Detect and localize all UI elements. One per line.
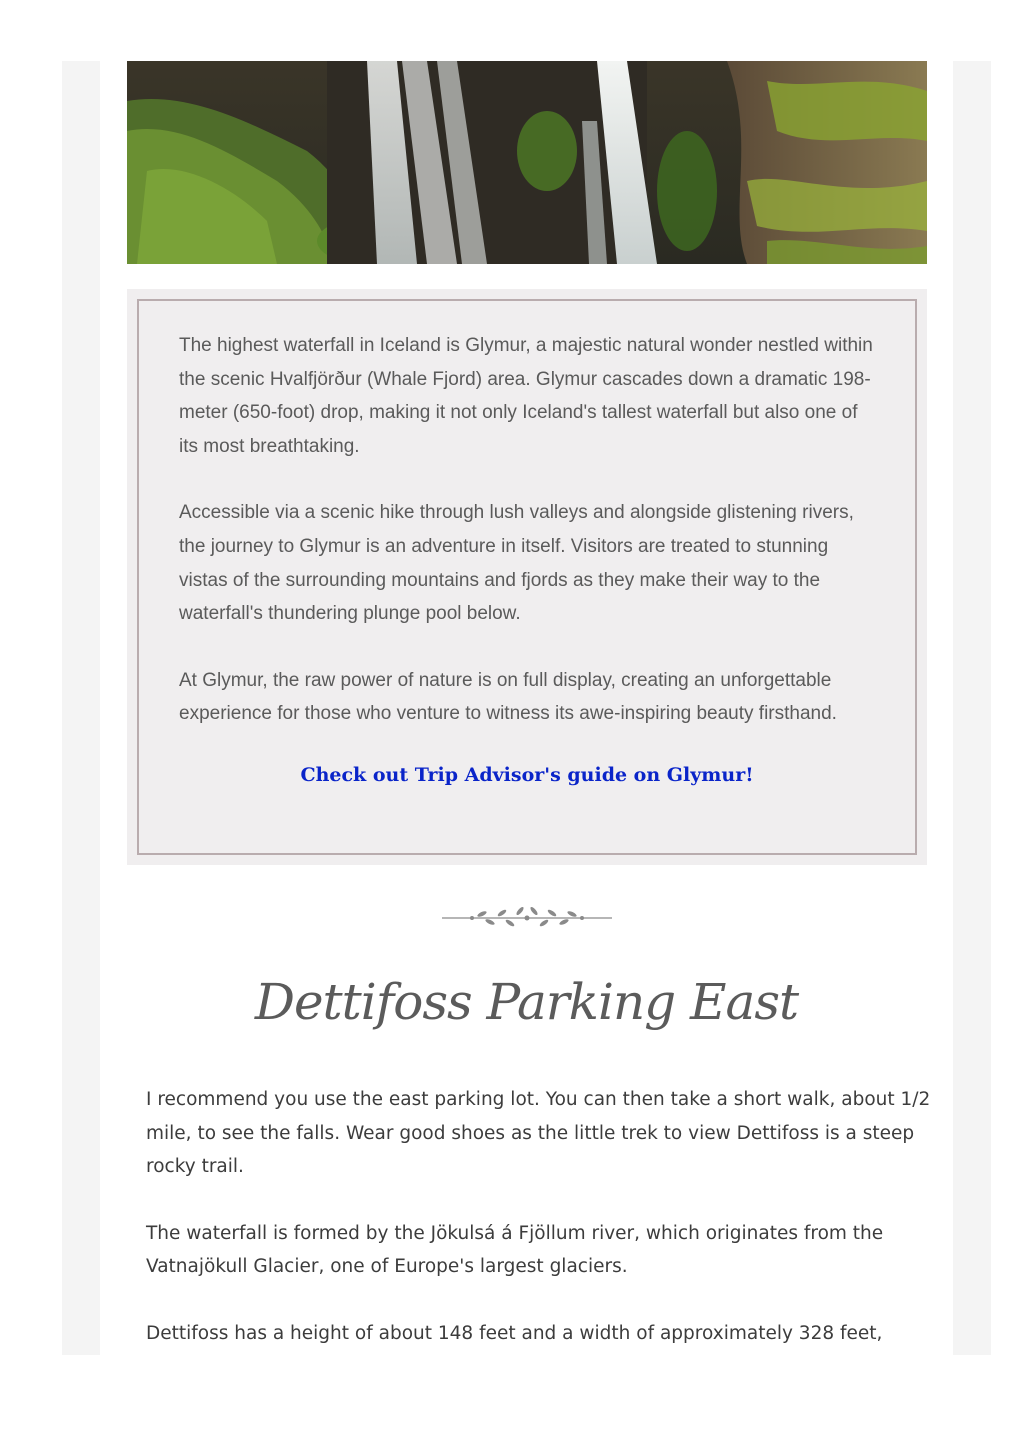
glymur-info-card	[127, 289, 927, 865]
card-paragraph: Accessible via a scenic hike through lush valleys and alongside glistening rivers, the journey to Glymur is an adventure in itself. Visitors are treated to stunning vistas of the surrounding mountains and fjords as they make their way to the waterfall's thundering plunge pool below.	[179, 502, 854, 625]
email-content	[100, 61, 953, 1355]
body-paragraph: Dettifoss has a height of about 148 feet and a width of approximately 328 feet,	[146, 1322, 883, 1344]
section-title: Dettifoss Parking East	[254, 973, 799, 1031]
card-paragraph: The highest waterfall in Iceland is Glymur, a majestic natural wonder nestled within the scenic Hvalfjörður (Whale Fjord) area. Glymur cascades down a dramatic 198-meter (650-foot) drop, making it not only Iceland's tallest waterfall but also one of its most breathtaking.	[179, 335, 873, 457]
floral-divider-icon	[442, 903, 612, 933]
card-paragraph: At Glymur, the raw power of nature is on full display, creating an unforgettable experience for those who venture to witness its awe-inspiring beauty firsthand.	[179, 669, 837, 725]
glymur-waterfall-photo	[127, 61, 927, 264]
section-body	[146, 1083, 936, 1355]
body-paragraph: The waterfall is formed by the Jökulsá á Fjöllum river, which originates from the Vatnajökull Glacier, one of Europe's largest glaciers.	[146, 1222, 884, 1278]
body-paragraph: I recommend you use the east parking lot. You can then take a short walk, about 1/2 mile, to see the falls. Wear good shoes as the little trek to view Dettifoss is a steep rocky trail.	[146, 1089, 931, 1178]
trip-advisor-link[interactable]: Check out Trip Advisor's guide on Glymur!	[300, 763, 754, 786]
hero-image	[127, 61, 927, 264]
card-border	[137, 299, 917, 855]
